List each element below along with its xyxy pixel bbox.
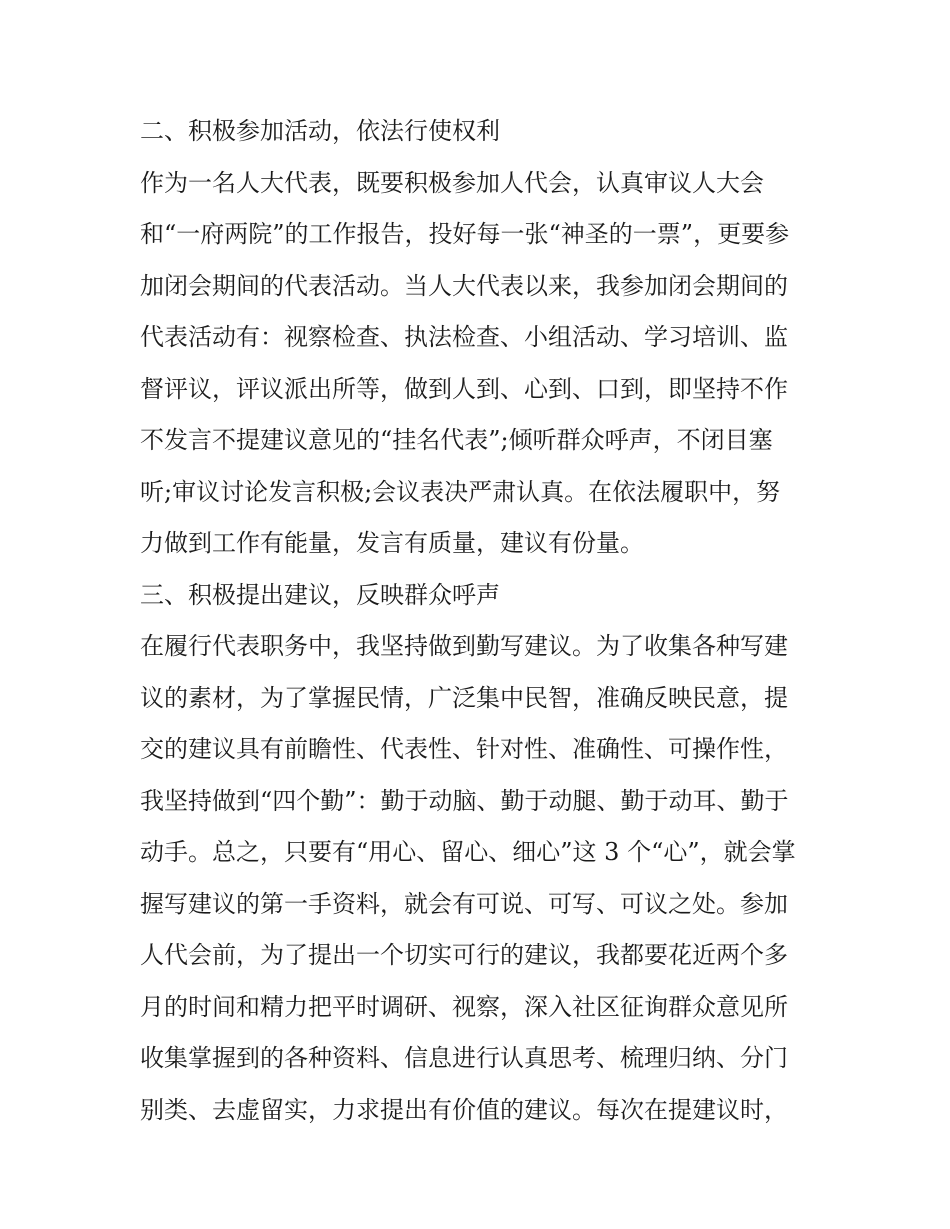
text-line: 加闭会期间的代表活动。当人大代表以来，我参加闭会期间的 [140, 271, 788, 300]
text-line: 听;审议讨论发言积极;会议表决严肃认真。在依法履职中，努 [140, 477, 781, 506]
text-line: 交的建议具有前瞻性、代表性、针对性、准确性、可操作性， [140, 735, 788, 763]
text-line: 代表活动有：视察检查、执法检查、小组活动、学习培训、监 [140, 323, 788, 351]
text-line: 握写建议的第一手资料，就会有可说、可写、可议之处。参加 [140, 889, 788, 918]
text-line: 收集掌握到的各种资料、信息进行认真思考、梳理归纳、分门 [140, 1044, 788, 1072]
text-line: 力做到工作有能量，发言有质量，建议有份量。 [140, 529, 644, 557]
text-line: 不发言不提建议意见的“挂名代表”;倾听群众呼声，不闭目塞 [140, 426, 773, 454]
section-heading-2: 二、积极参加活动，依法行使权利 [140, 117, 500, 145]
section-heading-3: 三、积极提出建议，反映群众呼声 [140, 580, 500, 609]
text-line: 别类、去虚留实，力求提出有价值的建议。每次在提建议时， [140, 1095, 788, 1124]
text-line: 督评议，评议派出所等，做到人到、心到、口到，即坚持不作 [140, 374, 788, 403]
text-line: 在履行代表职务中，我坚持做到勤写建议。为了收集各种写建 [140, 632, 788, 660]
text-line: 作为一名人大代表，既要积极参加人代会，认真审议人大会 [140, 168, 764, 197]
text-line: 议的素材，为了掌握民情，广泛集中民智，准确反映民意，提 [140, 683, 788, 712]
text-line: 月的时间和精力把平时调研、视察，深入社区征询群众意见所 [140, 992, 788, 1021]
text-line: 人代会前，为了提出一个切实可行的建议，我都要花近两个多 [140, 941, 788, 969]
text-line: 和“一府两院”的工作报告，投好每一张“神圣的一票”，更要参 [140, 220, 790, 248]
text-line: 我坚持做到“四个勤”：勤于动脑、勤于动腿、勤于动耳、勤于 [140, 786, 789, 815]
text-line: 动手。总之，只要有“用心、留心、细心”这 3 个“心”，就会掌 [140, 838, 796, 866]
document-body [140, 106, 820, 1136]
